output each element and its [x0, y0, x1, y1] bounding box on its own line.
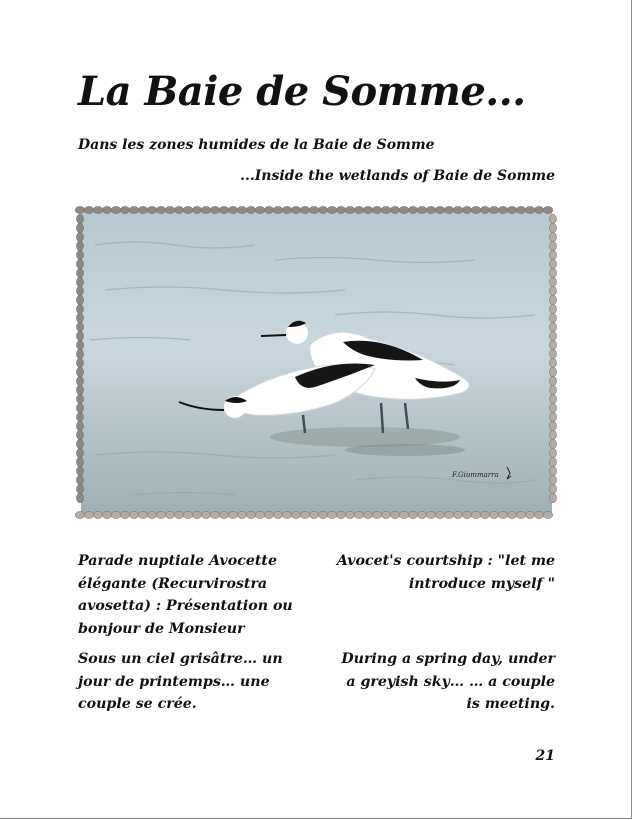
pebble [489, 511, 499, 518]
pebble [549, 421, 556, 431]
pebble [111, 511, 121, 518]
pebble [84, 511, 94, 518]
pebble [76, 412, 83, 422]
pebble [76, 322, 83, 332]
pebble [327, 206, 337, 213]
pebble [549, 313, 556, 323]
pebble [408, 206, 418, 213]
pebble [246, 206, 256, 213]
pebble [549, 493, 556, 503]
pebble [228, 206, 238, 213]
pebble [516, 206, 526, 213]
caption-en-paragraph-2: During a spring day, under a greyish sky… … a couple is meeting. [341, 651, 555, 712]
pebble [471, 511, 481, 518]
subtitle-english: ...Inside the wetlands of Baie de Somme [240, 168, 555, 184]
subtitle-french: Dans les zones humides de la Baie de Somme [78, 137, 435, 153]
pebble [76, 466, 83, 476]
pebble [549, 376, 556, 386]
pebble [264, 206, 274, 213]
pebble [549, 484, 556, 494]
pebble [354, 511, 364, 518]
pebble [76, 385, 83, 395]
pebble [489, 206, 499, 213]
caption-english [330, 550, 555, 712]
pebble [549, 331, 556, 341]
pebble [76, 241, 83, 251]
pebble [462, 511, 472, 518]
pebble [309, 511, 319, 518]
pebble [390, 511, 400, 518]
pebble [327, 511, 337, 518]
page-title: La Baie de Somme... [78, 68, 526, 115]
pebble [363, 511, 373, 518]
pebble [102, 206, 112, 213]
pebble [76, 376, 83, 386]
photo-signature: F.Giummarra [452, 471, 499, 479]
pebble [408, 511, 418, 518]
pebble [174, 511, 184, 518]
pebble [76, 295, 83, 305]
pebble [345, 511, 355, 518]
pebble [102, 511, 112, 518]
pebble [372, 511, 382, 518]
pebble [129, 206, 139, 213]
pebble [549, 439, 556, 449]
pebble [76, 484, 83, 494]
pebble [76, 439, 83, 449]
pebble [549, 385, 556, 395]
pebble [138, 511, 148, 518]
pebble [201, 511, 211, 518]
pebble [255, 511, 265, 518]
pebble [76, 331, 83, 341]
pebble [549, 475, 556, 485]
pebble [549, 367, 556, 377]
pebble [549, 295, 556, 305]
pebble [549, 340, 556, 350]
pebble [300, 511, 310, 518]
pebble [525, 511, 535, 518]
pebble [76, 457, 83, 467]
pebble [192, 206, 202, 213]
pebble [76, 475, 83, 485]
pebble [129, 511, 139, 518]
pebble [76, 430, 83, 440]
pebble [480, 206, 490, 213]
pebble [76, 232, 83, 242]
pebble [210, 206, 220, 213]
pebble [156, 511, 166, 518]
pebble [147, 511, 157, 518]
pebble [76, 313, 83, 323]
pebble [549, 358, 556, 368]
pebble [93, 206, 103, 213]
pebble [444, 511, 454, 518]
pebble [210, 511, 220, 518]
pebble [282, 511, 292, 518]
pebble [549, 457, 556, 467]
pebble [76, 223, 83, 233]
pebble [84, 206, 94, 213]
pebble [435, 206, 445, 213]
pebble [516, 511, 526, 518]
pebble [549, 241, 556, 251]
pebble [498, 206, 508, 213]
pebble [381, 511, 391, 518]
pebble [76, 421, 83, 431]
pebble [76, 448, 83, 458]
pebble [549, 430, 556, 440]
pebble [111, 206, 121, 213]
page-number: 21 [535, 748, 555, 764]
pebble [525, 206, 535, 213]
pebble [426, 511, 436, 518]
pebble [291, 511, 301, 518]
pebble [219, 206, 229, 213]
photo-with-pebble-frame [75, 205, 558, 520]
pebble [300, 206, 310, 213]
pebble [363, 206, 373, 213]
pebble [219, 511, 229, 518]
pebble [399, 511, 409, 518]
pebble [76, 304, 83, 314]
pebble [549, 394, 556, 404]
pebble [76, 286, 83, 296]
pebble [76, 349, 83, 359]
pebble [549, 259, 556, 269]
pebble [120, 511, 130, 518]
pebble [75, 206, 85, 213]
pebble [273, 511, 283, 518]
pebble [453, 511, 463, 518]
pebble [201, 206, 211, 213]
pebble [76, 403, 83, 413]
pebble [549, 466, 556, 476]
pebble [75, 511, 85, 518]
pebble [426, 206, 436, 213]
pebble [76, 250, 83, 260]
pebble [549, 214, 556, 224]
pebble [549, 232, 556, 242]
pebble [138, 206, 148, 213]
pebble [228, 511, 238, 518]
pebble [390, 206, 400, 213]
pebble [76, 214, 83, 224]
pebble [76, 367, 83, 377]
pebble [549, 448, 556, 458]
pebble [534, 511, 544, 518]
pebble [165, 511, 175, 518]
pebble [372, 206, 382, 213]
pebble [93, 511, 103, 518]
pebble [76, 268, 83, 278]
pebble [76, 277, 83, 287]
pebble [76, 358, 83, 368]
pebble [549, 304, 556, 314]
pebble [549, 223, 556, 233]
pebble [462, 206, 472, 213]
pebble [237, 511, 247, 518]
pebble [453, 206, 463, 213]
pebble [237, 206, 247, 213]
caption-french [78, 550, 303, 712]
pebble [543, 206, 553, 213]
pebble [507, 206, 517, 213]
pebble [399, 206, 409, 213]
pebble [549, 322, 556, 332]
pebble [255, 206, 265, 213]
pebble [156, 206, 166, 213]
pebble [282, 206, 292, 213]
pebble [534, 206, 544, 213]
pebble [183, 206, 193, 213]
pebble [381, 206, 391, 213]
pebble [345, 206, 355, 213]
pebble [444, 206, 454, 213]
pebble [273, 206, 283, 213]
pebble [549, 277, 556, 287]
pebble [192, 511, 202, 518]
caption-fr-paragraph-1: Parade nuptiale Avocette élégante (Recurvirostra avosetta) : Présentation ou bonjour de Monsieur [78, 553, 293, 637]
pebble [354, 206, 364, 213]
pebble [543, 511, 553, 518]
pebble [318, 511, 328, 518]
pebble [507, 511, 517, 518]
pebble [76, 394, 83, 404]
pebble [76, 493, 83, 503]
pebble [76, 259, 83, 269]
pebble [174, 206, 184, 213]
pebble [291, 206, 301, 213]
pebble [435, 511, 445, 518]
pebble [318, 206, 328, 213]
pebble [246, 511, 256, 518]
pebble [549, 412, 556, 422]
pebble [336, 206, 346, 213]
pebble [549, 250, 556, 260]
caption-en-paragraph-1: Avocet's courtship : "let me introduce myself " [336, 553, 555, 592]
pebble [549, 268, 556, 278]
pebble [76, 340, 83, 350]
pebble [498, 511, 508, 518]
pebble [480, 511, 490, 518]
pebble [549, 403, 556, 413]
pebble [147, 206, 157, 213]
pebble [309, 206, 319, 213]
pebble [165, 206, 175, 213]
pebble [549, 349, 556, 359]
pebble [549, 286, 556, 296]
pebble [417, 206, 427, 213]
caption-fr-paragraph-2: Sous un ciel grisâtre… un jour de printemps… une couple se crée. [78, 651, 283, 712]
pebble [336, 511, 346, 518]
pebble [471, 206, 481, 213]
pebble [264, 511, 274, 518]
pebble [183, 511, 193, 518]
avocet-photo [75, 205, 558, 520]
pebble [417, 511, 427, 518]
pebble [120, 206, 130, 213]
